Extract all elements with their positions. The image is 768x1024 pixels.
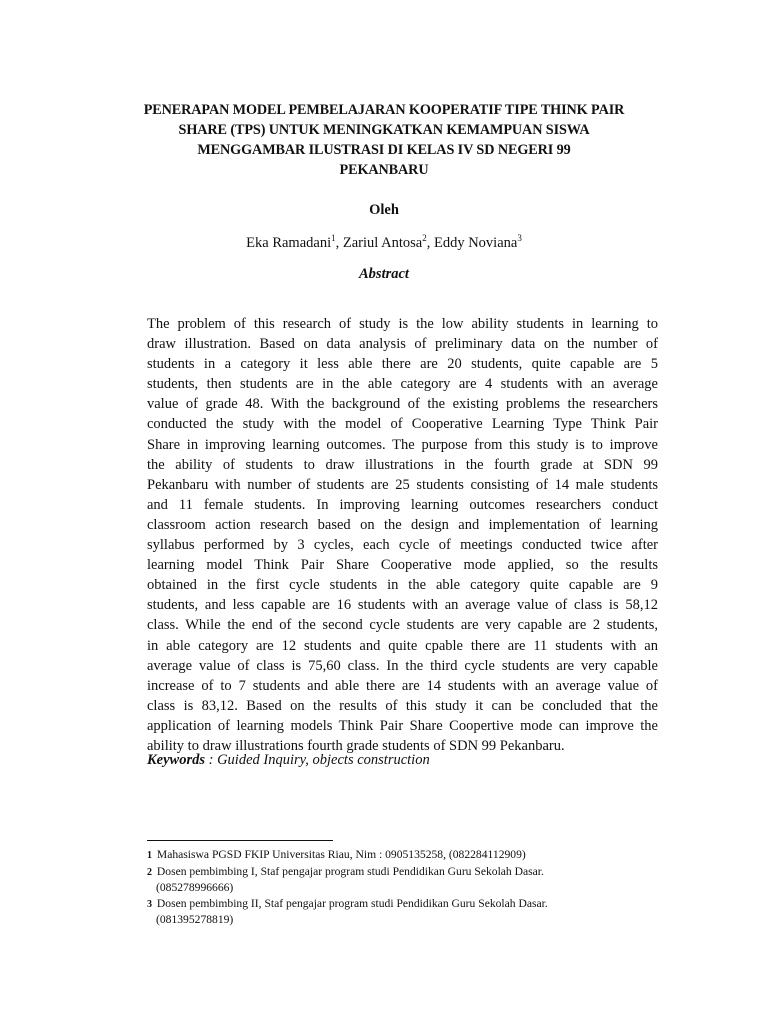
abstract-line: syllabus performed by 3 cycles, each cycle of meetings conducted twice after	[147, 537, 658, 554]
abstract-line: the ability of students to draw illustrations in the fourth grade at SDN 99	[147, 456, 658, 473]
abstract-line: learning model Think Pair Share Cooperative mode applied, so the results	[147, 557, 658, 574]
footnote-phone: (081395278819)	[156, 913, 234, 927]
footnote	[147, 847, 667, 864]
abstract-line: The problem of this research of study is the low ability students in learning to	[147, 316, 658, 332]
author-name: Eddy Noviana	[433, 234, 518, 251]
author-affiliation-mark: 3	[517, 233, 522, 243]
abstract-line: obtained in the first cycle students in the able category quite capable are 9	[147, 577, 658, 594]
footnote	[147, 896, 667, 928]
byline-heading: Oleh	[369, 202, 399, 218]
author-name: Zariul Antosa	[342, 234, 423, 251]
abstract-line: value of grade 48. With the background of the existing problems the researchers	[147, 396, 658, 413]
abstract-line: draw illustration. Based on data analysis of preliminary data on the number of	[147, 336, 658, 353]
author-affiliation-mark: 2	[422, 233, 427, 243]
abstract-line: students, then students are in the able category are 4 students with an average	[147, 376, 658, 393]
title-line: MENGGAMBAR ILUSTRASI DI KELAS IV SD NEGERI 99	[197, 142, 571, 158]
abstract-line: students in a category it less able there are 20 students, quite capable are 5	[147, 356, 658, 373]
abstract-heading: Abstract	[359, 266, 409, 282]
footnote-text: Mahasiswa PGSD FKIP Universitas Riau, Nim : 0905135258, (082284112909)	[154, 848, 526, 861]
abstract-body	[147, 314, 658, 756]
paper-title	[130, 100, 638, 180]
abstract-line: students, and less capable are 16 students with an average value of class is 58,12	[147, 597, 658, 614]
footnote-text: Dosen pembimbing II, Staf pengajar program studi Pendidikan Guru Sekolah Dasar.	[154, 896, 548, 910]
footnote-phone: (085278996666)	[156, 881, 234, 895]
abstract-line: in able category are 12 students and quite cpable there are 11 students with an	[147, 637, 658, 654]
abstract-line: and 11 female students. In improving learning outcomes researchers conduct	[147, 496, 658, 513]
title-line: PENERAPAN MODEL PEMBELAJARAN KOOPERATIF TIPE THINK PAIR	[143, 102, 625, 118]
author-affiliation-mark: 1	[331, 233, 336, 243]
author-list	[0, 233, 768, 252]
abstract-line: conducted the study with the model of Cooperative Learning Type Think Pair	[147, 416, 658, 433]
abstract-line: average value of class is 75,60 class. In the third cycle students are very capable	[147, 657, 658, 674]
title-line: SHARE (TPS) UNTUK MENINGKATKAN KEMAMPUAN SISWA	[178, 122, 590, 138]
footnote-mark: 2	[147, 866, 152, 878]
footnote-mark: 1	[147, 850, 152, 861]
abstract-line: Pekanbaru with number of students are 25 students consisting of 14 male students	[147, 476, 658, 493]
abstract-line: ability to draw illustrations fourth grade students of SDN 99 Pekanbaru.	[147, 737, 565, 754]
abstract-line: increase of to 7 students and able there are 14 students with an average value of	[147, 677, 658, 694]
title-line: PEKANBARU	[339, 162, 429, 178]
keywords-label: Keywords	[147, 752, 205, 768]
footnote	[147, 864, 667, 896]
author-separator: ,	[426, 234, 434, 251]
abstract-line: Share in improving learning outcomes. The purpose from this study is to improve	[147, 436, 658, 453]
author-separator: ,	[335, 234, 343, 251]
footnote-text: Dosen pembimbing I, Staf pengajar program studi Pendidikan Guru Sekolah Dasar.	[154, 864, 544, 878]
keywords-text: : Guided Inquiry, objects construction	[205, 752, 430, 768]
abstract-line: application of learning models Think Pair Share Coopertive mode can improve the	[147, 717, 658, 734]
abstract-line: classroom action research based on the design and implementation of learning	[147, 516, 658, 533]
author-name: Eka Ramadani	[246, 234, 332, 251]
keywords-line	[147, 752, 430, 769]
abstract-line: class. While the end of the second cycle students are very capable are 2 students,	[147, 617, 658, 634]
abstract-line: class is 83,12. Based on the results of this study it can be concluded that the	[147, 697, 658, 714]
footnotes	[147, 847, 667, 928]
footnote-mark: 3	[147, 898, 152, 910]
footnote-divider	[147, 840, 333, 841]
